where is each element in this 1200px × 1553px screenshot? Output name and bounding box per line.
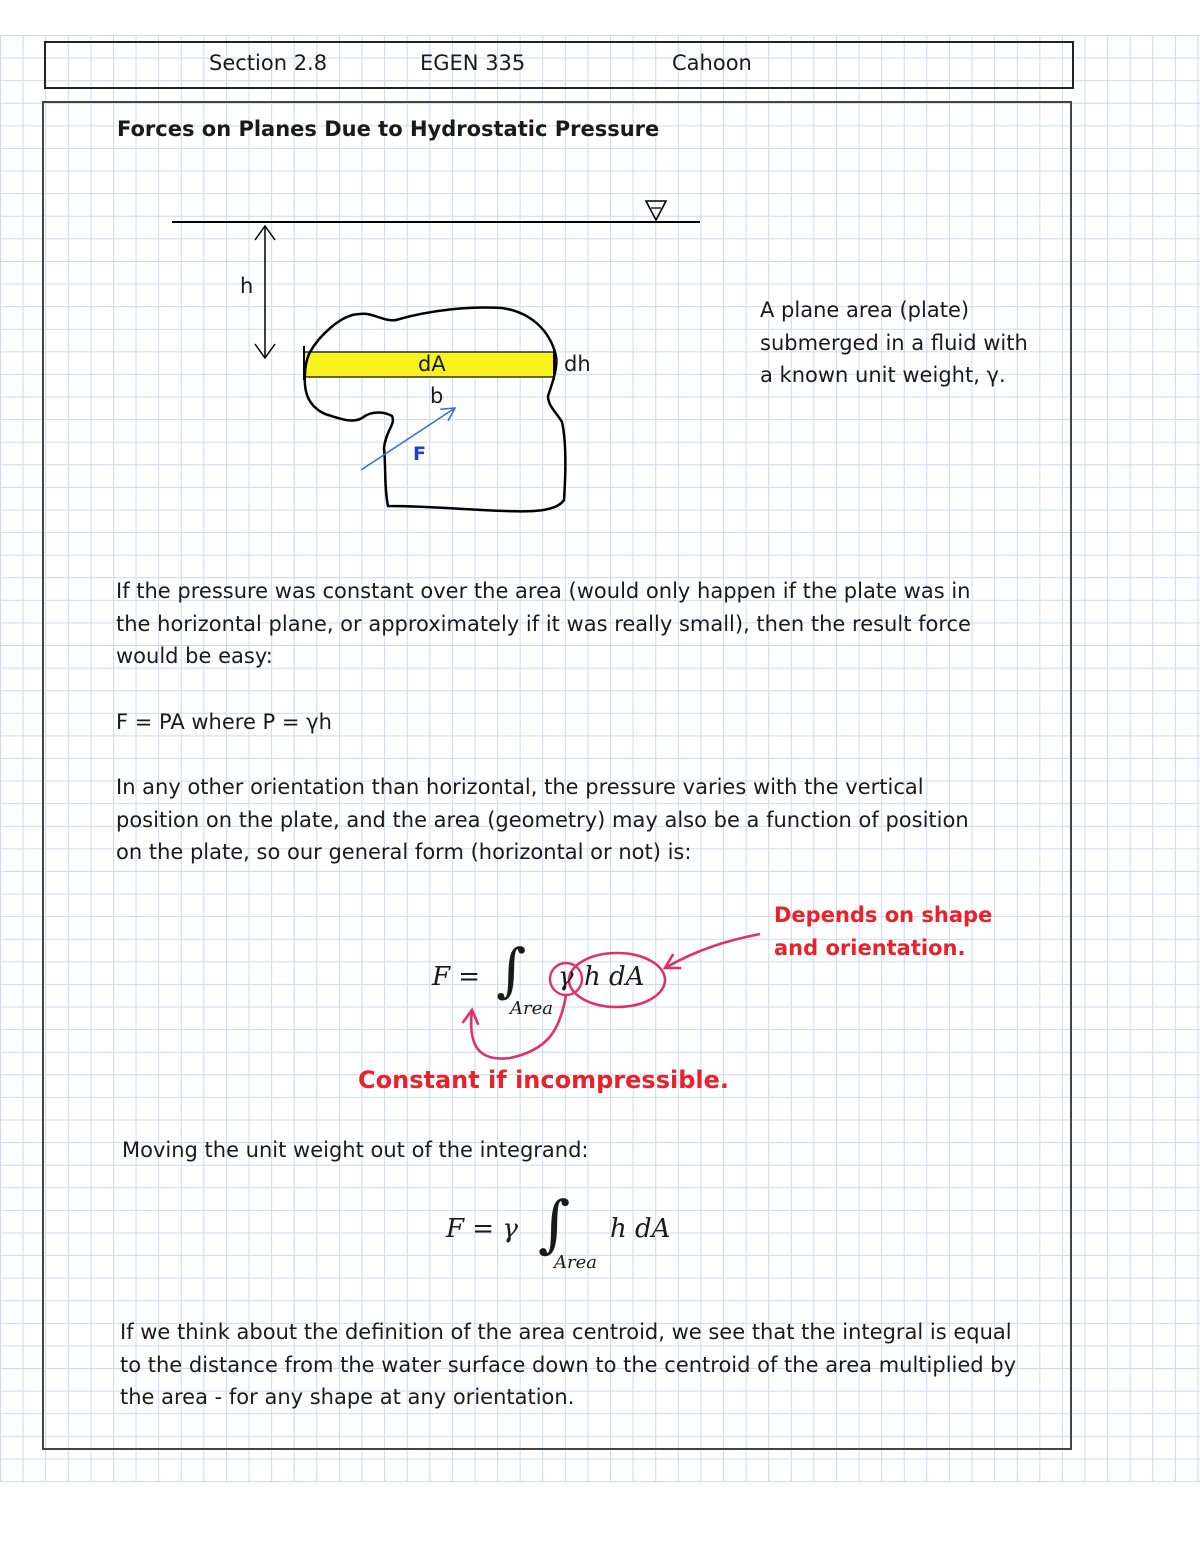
side-note	[760, 294, 1028, 392]
constant-annotation: Constant if incompressible.	[358, 1066, 730, 1094]
paragraph-line: In any other orientation than horizontal, the pressure varies with the vertical	[116, 775, 924, 799]
paragraph-line: If we think about the definition of the area centroid, we see that the integral is equal	[120, 1320, 1012, 1344]
side-note-line: a known unit weight, γ.	[760, 363, 1006, 388]
course-label: EGEN 335	[420, 51, 526, 75]
paragraph-line: would be easy:	[116, 644, 273, 669]
annotation-line: Depends on shape	[774, 903, 993, 927]
paragraph-line: on the plate, so our general form (horizontal or not) is:	[116, 840, 692, 865]
label-h: h	[240, 274, 254, 298]
eq1-integrand: h dA	[584, 962, 645, 992]
paragraph-constant-pressure	[116, 575, 971, 673]
eq1-integral-sign: ∫	[496, 936, 527, 1004]
label-b: b	[430, 384, 444, 408]
eq2-integral-sign: ∫	[538, 1187, 571, 1260]
free-surface-symbol-icon	[646, 201, 666, 220]
force-arrow	[361, 408, 455, 470]
paragraph-centroid	[120, 1316, 1016, 1414]
formula-F-PA: F = PA where P = γh	[116, 710, 332, 734]
eq2-lhs: F = γ	[446, 1214, 518, 1244]
moving-text: Moving the unit weight out of the integrand:	[122, 1138, 589, 1162]
depends-annotation	[774, 899, 992, 964]
paragraph-line: the area - for any shape at any orientation.	[120, 1385, 575, 1410]
depends-annotation-arrow	[665, 934, 760, 968]
annotation-line: and orientation.	[774, 935, 966, 960]
label-dh: dh	[564, 352, 591, 376]
label-F: F	[413, 443, 426, 465]
paragraph-general-form	[116, 771, 969, 869]
paragraph-line: the horizontal plane, or approximately if it was really small), then the result force	[116, 611, 971, 636]
eq1-gamma: γ	[558, 962, 574, 992]
eq1-subscript: Area	[510, 998, 553, 1019]
paragraph-line: to the distance from the water surface down to the centroid of the area multiplied by	[120, 1352, 1017, 1377]
side-note-line: A plane area (plate)	[760, 298, 970, 322]
author-label: Cahoon	[672, 51, 752, 75]
section-label: Section 2.8	[209, 51, 328, 75]
eq2-integrand: h dA	[610, 1214, 671, 1244]
side-note-line: submerged in a fluid with	[760, 330, 1028, 355]
eq1-lhs: F =	[432, 962, 481, 992]
paragraph-line: position on the plate, and the area (geometry) may also be a function of position	[116, 807, 969, 832]
page-title: Forces on Planes Due to Hydrostatic Pressure	[117, 117, 660, 141]
label-dA: dA	[418, 352, 446, 376]
eq2-subscript: Area	[554, 1252, 597, 1273]
paragraph-line: If the pressure was constant over the area (would only happen if the plate was in	[116, 579, 971, 603]
